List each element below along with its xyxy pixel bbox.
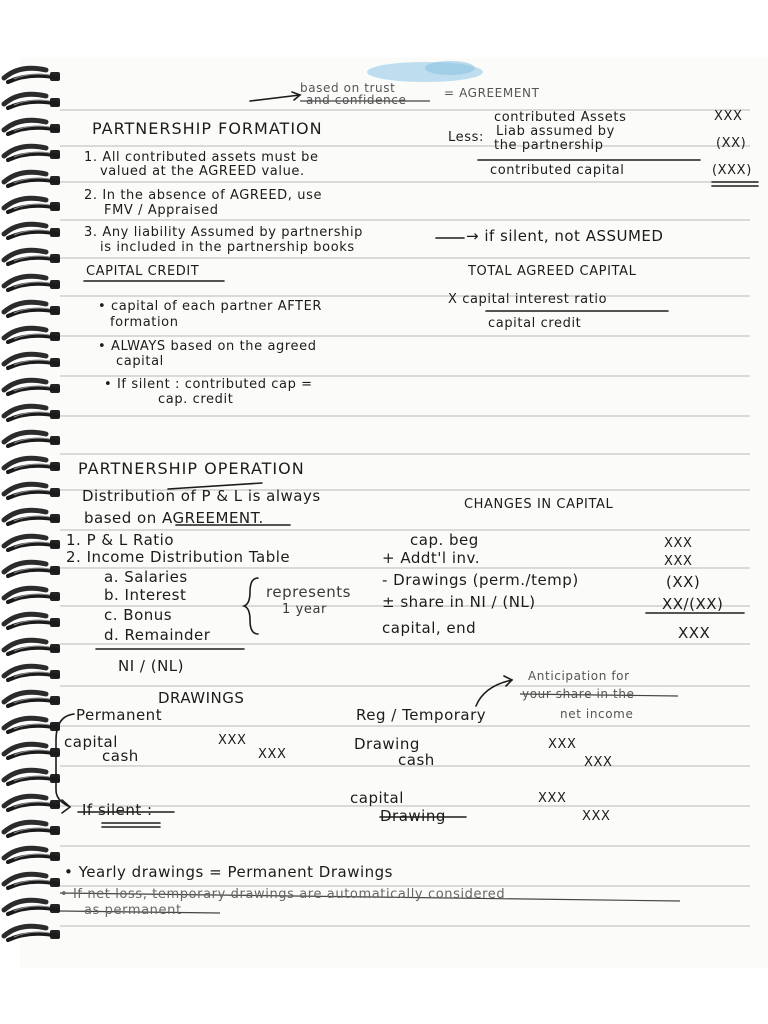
formation-rule3-line1: 3. Any liability Assumed by partnership <box>84 225 364 240</box>
capital-credit-bullet3-line2: cap. credit <box>158 392 234 407</box>
changes-row-label: cap. beg <box>410 531 479 549</box>
contributed-capital-label: contributed capital <box>490 163 625 178</box>
changes-row-label: capital, end <box>382 619 477 637</box>
distribution-line2 <box>84 510 264 527</box>
capital-credit-bullet3-line1: • If silent : contributed cap = <box>104 377 313 392</box>
silent-debit-amount: XXX <box>538 791 567 806</box>
contributed-capital-amount: (XXX) <box>712 163 752 178</box>
one-year-label: 1 year <box>282 602 328 617</box>
changes-row-amount: XXX <box>678 624 711 642</box>
note-and-confidence: and confidence <box>306 93 407 107</box>
operation-sub-b: b. Interest <box>104 586 187 604</box>
formation-rule1-line1: 1. All contributed assets must be <box>84 150 319 165</box>
operation-heading: PARTNERSHIP OPERATION <box>78 459 305 478</box>
changes-row-amount: (XX) <box>666 573 701 591</box>
operation-sub-d: d. Remainder <box>104 626 211 644</box>
operation-item1: 1. P & L Ratio <box>66 531 174 549</box>
capital-credit-bullet1-line1: • capital of each partner AFTER <box>98 299 323 314</box>
perm-credit-amount: XXX <box>258 747 287 762</box>
capital-credit-heading: CAPITAL CREDIT <box>86 264 200 279</box>
changes-row-label: - Drawings (perm./temp) <box>382 571 579 589</box>
capital-credit-bullet2-line2: capital <box>116 354 164 369</box>
anticipation-line1: Anticipation for <box>528 669 630 683</box>
note-equals-agreement: = AGREEMENT <box>444 86 540 100</box>
changes-row-amount: XXX <box>664 536 693 551</box>
changes-heading: CHANGES IN CAPITAL <box>464 497 614 512</box>
if-silent-label: If silent : <box>82 801 153 819</box>
yearly-drawings-note: • Yearly drawings = Permanent Drawings <box>64 863 393 881</box>
changes-row-amount: XX/(XX) <box>662 595 724 613</box>
capital-credit-result: capital credit <box>488 316 582 331</box>
contributed-assets-label: contributed Assets <box>494 110 627 125</box>
capital-interest-ratio: X capital interest ratio <box>448 292 608 307</box>
silent-credit-amount: XXX <box>582 809 611 824</box>
anticipation-line2: your share in the <box>522 687 635 701</box>
perm-debit-account: capital <box>64 733 118 751</box>
formation-heading: PARTNERSHIP FORMATION <box>92 119 323 138</box>
bracket-arrow <box>56 714 74 806</box>
perm-credit-account: cash <box>102 747 139 765</box>
net-loss-note-line1: • If net loss, temporary drawings are automatically considered <box>60 887 506 902</box>
capital-credit-bullet2-line1: • ALWAYS based on the agreed <box>98 339 317 354</box>
formation-rule3-line2: is included in the partnership books <box>100 240 355 255</box>
changes-row-amount: XXX <box>664 554 693 569</box>
less-label: Less: <box>448 130 484 145</box>
represents-label: represents <box>266 583 351 601</box>
changes-row-label: ± share in NI / (NL) <box>382 593 536 611</box>
arrow-stroke <box>250 95 300 101</box>
liab-assumed-amount: (XX) <box>716 136 747 151</box>
capital-credit-bullet1-line2: formation <box>110 315 179 330</box>
formation-silent-note: → if silent, not ASSUMED <box>466 227 664 245</box>
contributed-assets-amount: XXX <box>714 109 743 124</box>
liab-assumed-line1: Liab assumed by <box>496 124 615 139</box>
distribution-based-on: based on <box>84 509 157 527</box>
liab-assumed-line2: the partnership <box>494 138 604 153</box>
perm-debit-amount: XXX <box>218 733 247 748</box>
operation-item2: 2. Income Distribution Table <box>66 548 291 566</box>
arrow-stroke <box>476 680 512 706</box>
net-loss-note-line2: as permanent <box>84 903 182 918</box>
drawings-heading: DRAWINGS <box>158 689 245 707</box>
drawings-temporary-heading: Reg / Temporary <box>356 706 487 724</box>
distribution-agreement: AGREEMENT <box>162 509 259 527</box>
formation-rule2-line2: FMV / Appraised <box>104 203 219 218</box>
temp-credit-account: cash <box>398 751 435 769</box>
formation-rule1-line2: valued at the AGREED value. <box>100 164 305 179</box>
operation-sub-a: a. Salaries <box>104 568 188 586</box>
temp-credit-amount: XXX <box>584 755 613 770</box>
anticipation-line3: net income <box>560 707 634 721</box>
distribution-line1: Distribution of P & L is always <box>82 487 321 505</box>
changes-row-label: + Addt'l inv. <box>382 549 480 567</box>
curly-brace <box>244 578 258 634</box>
total-agreed-capital: TOTAL AGREED CAPITAL <box>468 264 637 279</box>
temp-debit-amount: XXX <box>548 737 577 752</box>
operation-sub-c: c. Bonus <box>104 606 173 624</box>
temp-debit-account: Drawing <box>354 735 420 753</box>
silent-credit-account: Drawing <box>380 807 446 825</box>
note-based-on-trust: based on trust <box>300 81 396 95</box>
ni-nl-label: NI / (NL) <box>118 657 185 675</box>
formation-rule2-line1: 2. In the absence of AGREED, use <box>84 188 323 203</box>
drawings-permanent-heading: Permanent <box>76 706 163 724</box>
silent-debit-account: capital <box>350 789 404 807</box>
distribution-period: . <box>258 509 264 527</box>
arrow-head <box>62 800 70 813</box>
